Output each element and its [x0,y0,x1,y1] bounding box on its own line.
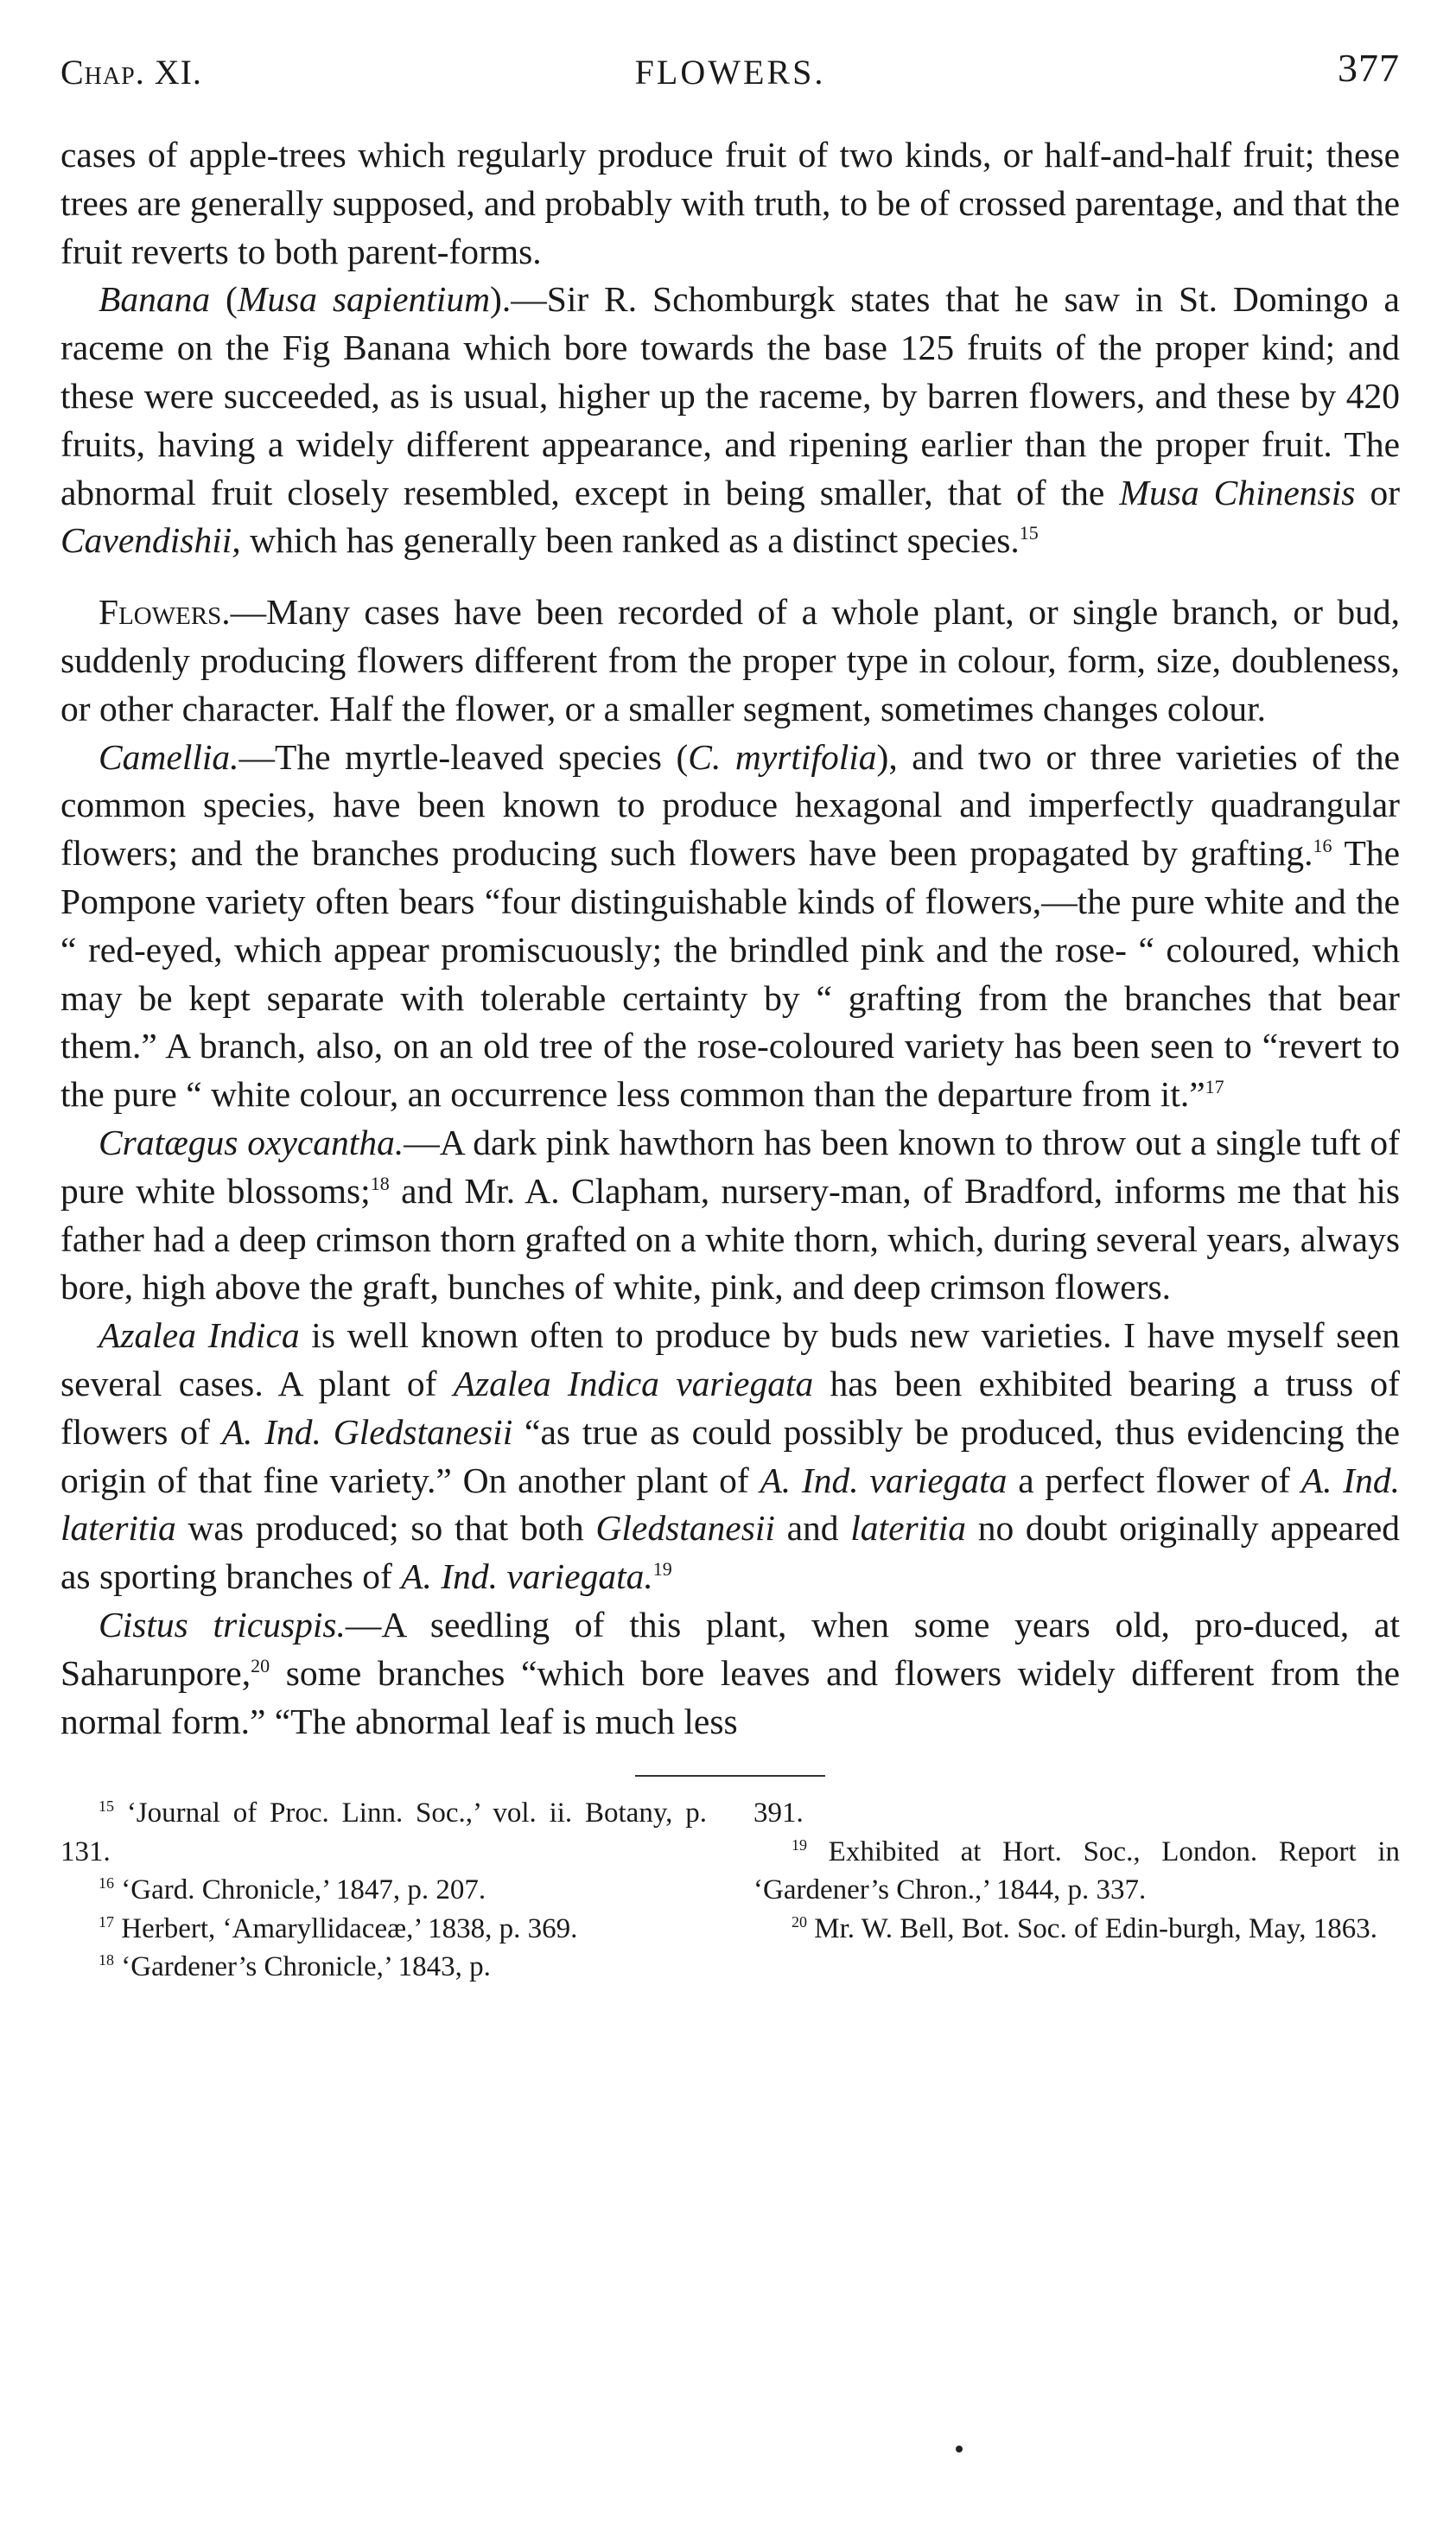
crataegus-heading: Cratægus oxycantha. [99,1122,404,1162]
footnote-ref: 20 [251,1654,270,1676]
print-mark [956,2446,963,2452]
footnote-20: $^{20}$ Mr. W. Bell, Bot. Soc. of Edin-burgh, May, 1863. [792,1912,1377,1944]
footnote-17: $^{17}$ Herbert, ‘Amaryllidaceæ,’ 1838, p. 369. [99,1912,578,1944]
footnotes-right-column [753,1794,1400,1987]
footnote-18: $^{18}$ ‘Gardener’s Chronicle,’ 1843, p. [99,1951,491,1983]
body-text [60,131,1400,1746]
footnotes [60,1794,1400,1987]
paragraph-apple-trees: cases of apple-trees which regularly produce fruit of two kinds, or half-and-half fruit; these trees are generally supposed, and probably with truth, to be of crossed parentage, and that the fruit reverts to both parent-forms. [60,135,1400,271]
footnote-ref: 16 [1313,835,1332,857]
paragraph-cistus: Cistus tricuspis.—A seedling of this plant, when some years old, pro-duced, at Saharunpore,$^{20}$ some branches “which bore leaves and flowers widely different from the normal form.” “The abnormal leaf is much less [60,1604,1400,1741]
footnote-19: $^{19}$ Exhibited at Hort. Soc., London. Report in ‘Gardener’s Chron.,’ 1844, p. 337. [753,1835,1400,1906]
camellia-heading: Camellia. [99,736,239,777]
footnote-15: $^{15}$ ‘Journal of Proc. Linn. Soc.,’ vol. ii. Botany, p. 131. [60,1797,707,1867]
footnote-ref: 17 [1205,1076,1224,1098]
footnote-ref: 19 [652,1558,672,1581]
footnote-divider [635,1775,825,1777]
footnotes-left-column [60,1794,707,1987]
footnote-ref: 15 [1019,522,1039,544]
footnote-16: $^{16}$ ‘Gard. Chronicle,’ 1847, p. 207. [99,1874,486,1906]
paragraph-crataegus: Cratægus oxycantha.—A dark pink hawthorn has been known to throw out a single tuft of pure white blossoms;$^{18}$ and Mr. A. Clapham, nursery-man, of Bradford, informs me that his father had a deep crimson thorn grafted on a white thorn, which, during several years, always bore, high above the graft, bunches of white, pink, and deep crimson flowers. [60,1122,1401,1307]
banana-heading: Banana [99,279,211,320]
paragraph-banana: Banana (Musa sapientium).—Sir R. Schomburgk states that he saw in St. Domingo a raceme on the Fig Banana which bore towards the base 125 fruits of the proper kind; and these were succeeded, as is usual, higher up the raceme, by barren flowers, and these by 420 fruits, having a widely different appearance, and ripening earlier than the proper fruit. The abnormal fruit closely resembled, except in being smaller, that of the Musa Chinensis or Cavendishii, which has generally been ranked as a distinct species.$^{15}$ [60,279,1401,561]
cistus-heading: Cistus tricuspis. [99,1604,346,1645]
page-title: FLOWERS. [634,53,826,92]
paragraph-flowers: Flowers.—Many cases have been recorded of a whole plant, or single branch, or bud, suddenly producing flowers different from the proper type in colour, form, size, doubleness, or other character. Half the flower, or a smaller segment, sometimes changes colour. [60,592,1400,728]
azalea-heading: Azalea Indica [99,1315,300,1356]
page [60,45,1400,1987]
paragraph-azalea: Azalea Indica is well known often to produce by buds new varieties. I have myself seen several cases. A plant of Azalea Indica variegata has been exhibited bearing a truss of flowers of A. Ind. Gledstanesii “as true as could possibly be produced, thus evidencing the origin of that fine variety.” On another plant of A. Ind. variegata a perfect flower of A. Ind. lateritia was produced; so that both Gledstanesii and lateritia no doubt originally appeared as sporting branches of A. Ind. variegata.$^{19}$ [60,1315,1401,1597]
paragraph-camellia: Camellia.—The myrtle-leaved species (C. myrtifolia), and two or three varieties of the common species, have been known to produce hexagonal and imperfectly quadrangular flowers; and the branches producing such flowers have been propagated by grafting.$^{16}$ The Pompone variety often bears “four distinguishable kinds of flowers,—the pure white and the “ red-eyed, which appear promiscuously; the brindled pink and the rose- “ coloured, which may be kept separate with tolerable certainty by “ grafting from the branches that bear them.” A branch, also, on an old tree of the rose-coloured variety has been seen to “revert to the pure “ white colour, an occurrence less common than the departure from it.”$^{17}$ [60,736,1400,1115]
flowers-heading: Flowers. [99,592,231,633]
page-number: 377 [1338,46,1400,90]
chapter-label: Chap. XI. [60,53,202,92]
footnote-ref: 18 [370,1172,390,1194]
footnote-18-continued: 391. [753,1797,804,1829]
running-header [60,45,1400,93]
